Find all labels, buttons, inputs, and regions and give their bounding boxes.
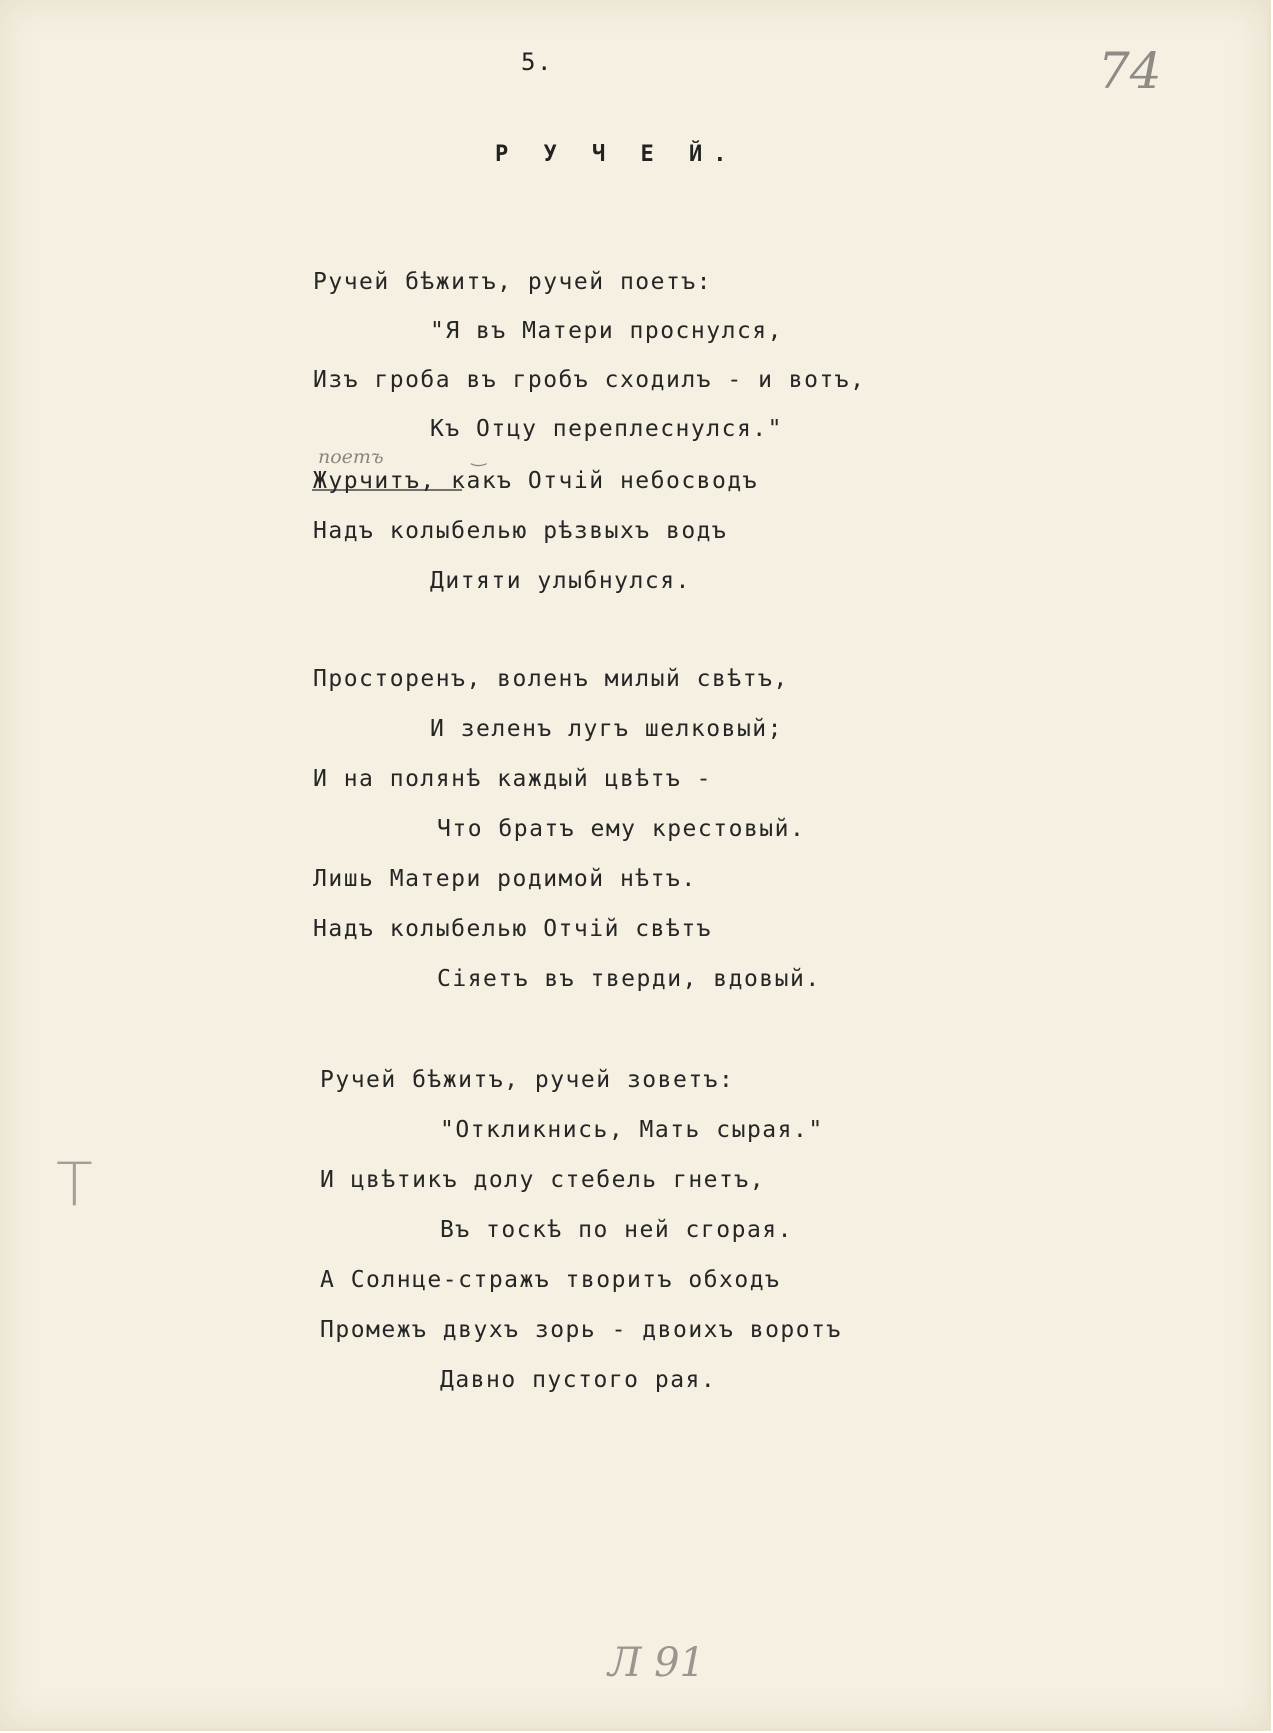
stanza-3-line-4: Въ тоскѣ по ней сгорая. bbox=[440, 1217, 793, 1243]
handwritten-archive-mark: Л 91 bbox=[608, 1640, 705, 1686]
insertion-caret-icon: ‿ bbox=[472, 446, 487, 467]
stanza-3-line-6: Промежъ двухъ зорь - двоихъ воротъ bbox=[320, 1317, 842, 1343]
stanza-3-line-1: Ручей бѣжитъ, ручей зоветъ: bbox=[320, 1067, 735, 1093]
stanza-1-line-1: Ручей бѣжитъ, ручей поетъ: bbox=[313, 269, 713, 295]
stanza-1-line-2: "Я въ Матери проснулся, bbox=[430, 318, 783, 344]
stanza-1-line-6: Надъ колыбелью рѣзвыхъ водъ bbox=[313, 518, 728, 544]
handwritten-margin-mark: Т bbox=[56, 1150, 93, 1220]
stanza-2-line-7: Сіяетъ въ тверди, вдовый. bbox=[437, 966, 821, 992]
stanza-3-line-3: И цвѣтикъ долу стебель гнетъ, bbox=[320, 1167, 766, 1193]
stanza-2-line-4: Что братъ ему крестовый. bbox=[437, 816, 806, 842]
stanza-1-line-5: Журчитъ, какъ Отчій небосводъ bbox=[313, 468, 759, 494]
stanza-3-line-2: "Откликнись, Мать сырая." bbox=[440, 1117, 824, 1143]
stanza-3-line-7: Давно пустого рая. bbox=[440, 1367, 717, 1393]
stanza-1-line-4: Къ Отцу переплеснулся." bbox=[430, 416, 783, 442]
stanza-2-line-2: И зеленъ лугъ шелковый; bbox=[430, 716, 783, 742]
page-number: 5. bbox=[521, 48, 553, 76]
stanza-1-line-3: Изъ гроба въ гробъ сходилъ - и вотъ, bbox=[313, 367, 866, 393]
stanza-2-line-6: Надъ колыбелью Отчій свѣтъ bbox=[313, 916, 713, 942]
poem-title: Р У Ч Е Й. bbox=[495, 142, 738, 167]
stanza-2-line-5: Лишь Матери родимой нѣтъ. bbox=[313, 866, 697, 892]
stanza-1-line-7: Дитяти улыбнулся. bbox=[430, 568, 691, 594]
handwritten-insertion: поетъ bbox=[318, 446, 384, 468]
handwritten-folio-number: 74 bbox=[1098, 42, 1162, 100]
stanza-3-line-5: А Солнце-стражъ творитъ обходъ bbox=[320, 1267, 781, 1293]
stanza-2-line-3: И на полянѣ каждый цвѣтъ - bbox=[313, 766, 713, 792]
stanza-2-line-1: Просторенъ, воленъ милый свѣтъ, bbox=[313, 666, 789, 692]
